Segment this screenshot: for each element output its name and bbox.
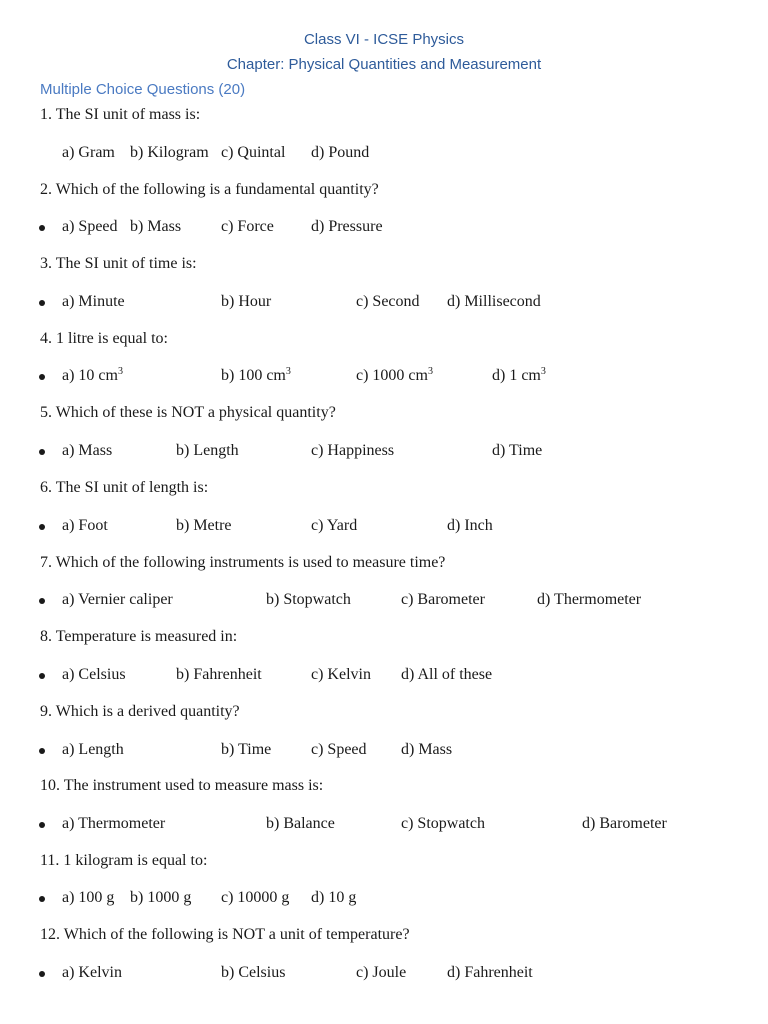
answer-option: c) Stopwatch [401, 815, 485, 832]
answer-option: a) Celsius [62, 666, 126, 683]
answer-option: b) Mass [130, 218, 182, 235]
answer-option: c) 1000 $cm^3$ [356, 366, 433, 384]
answer-option: d) All of these [401, 666, 493, 683]
answer-option: d) Mass [401, 741, 453, 758]
answer-option: b) Kilogram [130, 144, 209, 161]
answer-option: c) Barometer [401, 591, 485, 608]
question-text: 7. Which of the following instruments is used to measure time? [40, 554, 446, 571]
answer-option: d) 1 $cm^3$ [492, 366, 546, 384]
answer-option: a) Minute [62, 293, 125, 310]
answer-option: c) Joule [356, 964, 407, 981]
question-text: 2. Which of the following is a fundamental quantity? [40, 181, 379, 198]
question-text: 5. Which of these is NOT a physical quantity? [40, 404, 336, 421]
answer-option: d) Thermometer [537, 591, 642, 608]
answer-option: c) Yard [311, 517, 358, 534]
bullet-icon [39, 598, 45, 604]
answer-option: a) 100 g [62, 889, 115, 906]
question-text: 9. Which is a derived quantity? [40, 703, 240, 720]
bullet-icon [39, 225, 45, 231]
options-row [0, 964, 768, 986]
answer-option: a) Kelvin [62, 964, 122, 981]
bullet-icon [39, 449, 45, 455]
document-title: Class VI - ICSE Physics [303, 31, 465, 48]
answer-option: b) Balance [266, 815, 335, 832]
answer-option: d) Fahrenheit [447, 964, 533, 981]
section-heading: Multiple Choice Questions (20) [40, 81, 246, 98]
answer-option: b) Metre [176, 517, 232, 534]
question-text: 11. 1 kilogram is equal to: [40, 852, 208, 869]
answer-option: a) 10 $cm^3$ [62, 366, 123, 384]
bullet-icon [39, 822, 45, 828]
answer-option: b) Celsius [221, 964, 286, 981]
answer-option: c) 10000 g [221, 889, 290, 906]
question-text: 1. The SI unit of mass is: [40, 106, 201, 123]
bullet-icon [39, 524, 45, 530]
bullet-icon [39, 971, 45, 977]
options-row [0, 591, 768, 613]
options-row [0, 666, 768, 688]
question-text: 12. Which of the following is NOT a unit of temperature? [40, 926, 410, 943]
options-row [0, 144, 768, 166]
bullet-icon [39, 748, 45, 754]
bullet-icon [39, 374, 45, 380]
question-text: 3. The SI unit of time is: [40, 255, 197, 272]
bullet-icon [39, 896, 45, 902]
answer-option: c) Quintal [221, 144, 286, 161]
options-row [0, 367, 768, 389]
options-row [0, 293, 768, 315]
answer-option: b) Length [176, 442, 239, 459]
answer-option: c) Force [221, 218, 274, 235]
answer-option: d) Pressure [311, 218, 383, 235]
answer-option: d) Millisecond [447, 293, 541, 310]
answer-option: a) Vernier caliper [62, 591, 173, 608]
options-row [0, 517, 768, 539]
answer-option: d) Pound [311, 144, 370, 161]
answer-option: a) Gram [62, 144, 115, 161]
answer-option: d) 10 g [311, 889, 357, 906]
answer-option: c) Second [356, 293, 420, 310]
answer-option: a) Foot [62, 517, 108, 534]
options-row [0, 218, 768, 240]
answer-option: c) Speed [311, 741, 367, 758]
answer-option: a) Mass [62, 442, 113, 459]
question-text: 6. The SI unit of length is: [40, 479, 209, 496]
answer-option: a) Thermometer [62, 815, 166, 832]
answer-option: d) Time [492, 442, 543, 459]
options-row [0, 442, 768, 464]
answer-option: b) 1000 g [130, 889, 192, 906]
answer-option: b) Time [221, 741, 272, 758]
answer-option: d) Barometer [582, 815, 667, 832]
answer-option: a) Speed [62, 218, 118, 235]
question-text: 4. 1 litre is equal to: [40, 330, 168, 347]
question-text: 10. The instrument used to measure mass is: [40, 777, 324, 794]
options-row [0, 741, 768, 763]
options-row [0, 815, 768, 837]
options-row [0, 889, 768, 911]
answer-option: b) Fahrenheit [176, 666, 262, 683]
answer-option: d) Inch [447, 517, 493, 534]
answer-option: a) Length [62, 741, 124, 758]
bullet-icon [39, 300, 45, 306]
question-text: 8. Temperature is measured in: [40, 628, 238, 645]
bullet-icon [39, 673, 45, 679]
chapter-title: Chapter: Physical Quantities and Measurement [226, 56, 542, 73]
answer-option: b) Stopwatch [266, 591, 351, 608]
answer-option: c) Happiness [311, 442, 395, 459]
answer-option: c) Kelvin [311, 666, 371, 683]
answer-option: b) Hour [221, 293, 272, 310]
answer-option: b) 100 $cm^3$ [221, 366, 291, 384]
